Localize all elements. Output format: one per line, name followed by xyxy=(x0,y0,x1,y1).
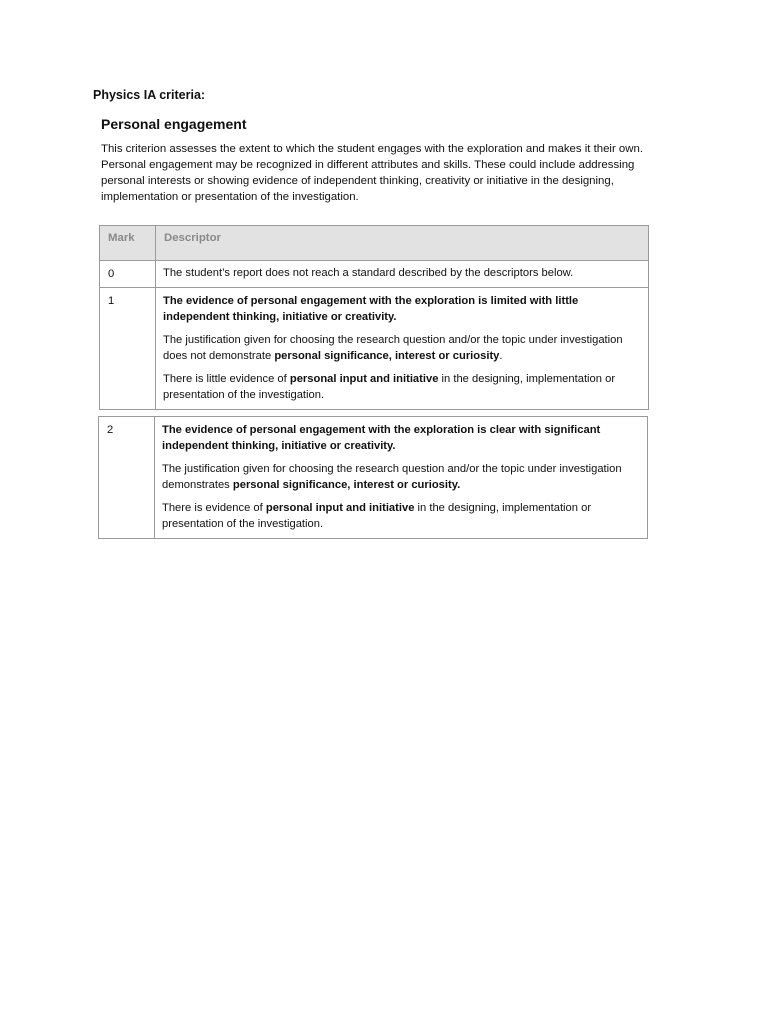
descriptor-evidence xyxy=(163,371,640,403)
page-heading: Physics IA criteria: xyxy=(93,88,206,102)
mark-cell: 0 xyxy=(100,261,156,288)
evidence-end: in the designing, implementation or presentation of the investigation. xyxy=(162,502,592,530)
criteria-table xyxy=(99,225,649,410)
evidence-text: There is evidence of xyxy=(162,502,266,514)
mark-cell: 2 xyxy=(99,417,155,539)
table-row xyxy=(100,288,649,410)
table-row xyxy=(99,417,648,539)
justification-end: . xyxy=(499,350,503,362)
justification-emphasis: personal significance, interest or curiosity xyxy=(274,350,500,362)
descriptor-column-header: Descriptor xyxy=(156,226,649,261)
descriptor-lead: The evidence of personal engagement with the exploration is clear with significant independent thinking, initiative or creativity. xyxy=(162,424,601,452)
descriptor-cell xyxy=(156,288,649,410)
descriptor-justification xyxy=(162,461,639,493)
justification-text: The justification given for choosing the research question and/or the topic under investigation does not demonstrate xyxy=(163,334,623,362)
evidence-text: There is little evidence of xyxy=(163,373,290,385)
mark-cell: 1 xyxy=(100,288,156,410)
table-header-row xyxy=(100,226,649,261)
intro-paragraph: This criterion assesses the extent to which the student engages with the exploration and makes it their own. Personal engagement may be recognized in different attributes and skills. These could include addressing personal interests or showing evidence of independent thinking, creativity or initiative in the designing, implementation or presentation of the investigation. xyxy=(101,143,643,203)
justification-text: The justification given for choosing the research question and/or the topic under investigation demonstrates xyxy=(162,463,622,491)
criteria-table-continued xyxy=(98,416,648,539)
descriptor-cell xyxy=(155,417,648,539)
descriptor-cell: The student’s report does not reach a standard described by the descriptors below. xyxy=(156,261,649,288)
descriptor-evidence xyxy=(162,500,639,532)
descriptor-lead: The evidence of personal engagement with the exploration is limited with little independent thinking, initiative or creativity. xyxy=(163,295,579,323)
evidence-emphasis: personal input and initiative xyxy=(289,373,439,385)
section-title: Personal engagement xyxy=(101,116,247,132)
evidence-emphasis: personal input and initiative xyxy=(265,502,415,514)
justification-emphasis: personal significance, interest or curiosity. xyxy=(232,479,461,491)
mark-column-header: Mark xyxy=(100,226,156,261)
descriptor-justification xyxy=(163,332,640,364)
evidence-end: in the designing, implementation or presentation of the investigation. xyxy=(163,373,616,401)
table-row xyxy=(100,261,649,288)
